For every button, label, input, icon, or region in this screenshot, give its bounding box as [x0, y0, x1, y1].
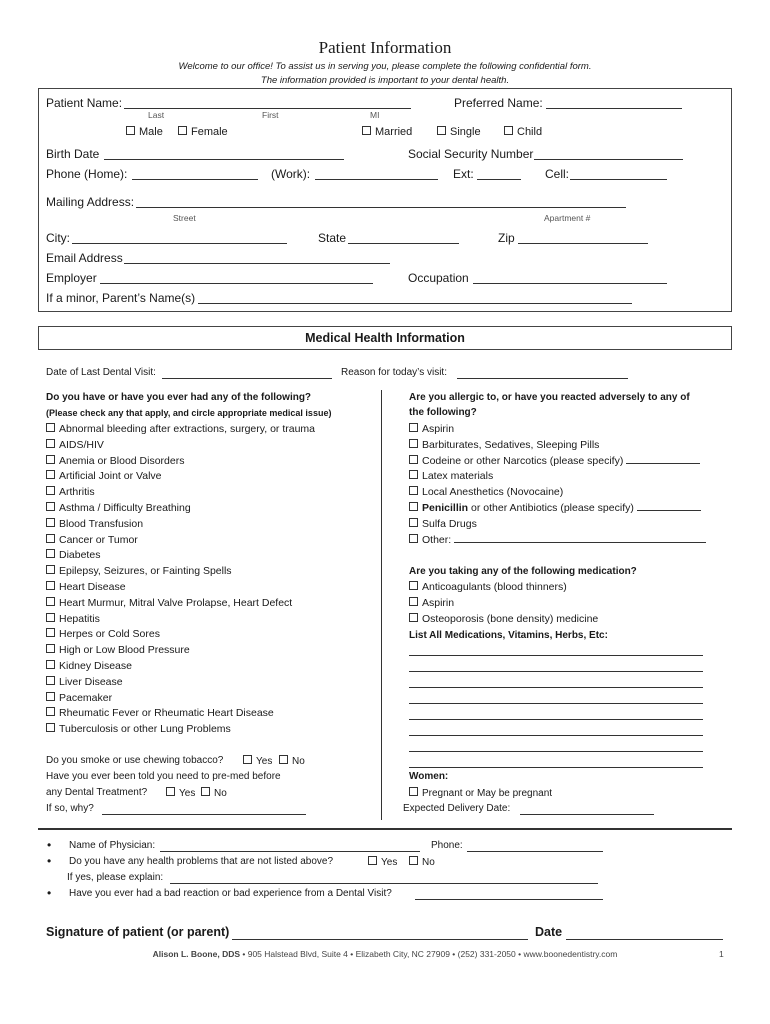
physician-field[interactable] [160, 840, 420, 852]
checkbox-icon [409, 856, 418, 865]
condition-item[interactable]: Arthritis [46, 485, 315, 501]
checkbox-icon [46, 534, 55, 543]
medication-item[interactable]: Anticoagulants (blood thinners) [409, 580, 598, 596]
conditions-subheading: (Please check any that apply, and circle appropriate medical issue) [46, 408, 332, 418]
checkbox-icon [409, 581, 418, 590]
condition-item[interactable]: Abnormal bleeding after extractions, surgery, or trauma [46, 422, 315, 438]
condition-item[interactable]: Kidney Disease [46, 659, 315, 675]
checkbox-icon [46, 439, 55, 448]
allergy-item[interactable]: Sulfa Drugs [409, 517, 706, 533]
other-problems-no-checkbox[interactable]: No [409, 856, 435, 868]
medication-item[interactable]: Osteoporosis (bone density) medicine [409, 612, 598, 628]
gender-male-checkbox[interactable] [126, 126, 163, 138]
email-label: Email Address [46, 251, 123, 265]
women-heading: Women: [409, 771, 449, 782]
condition-item[interactable]: Hepatitis [46, 612, 315, 628]
checkbox-icon [46, 423, 55, 432]
checkbox-icon [46, 660, 55, 669]
allergy-item[interactable]: Aspirin [409, 422, 706, 438]
condition-item[interactable]: Heart Murmur, Mitral Valve Prolapse, Heart Defect [46, 596, 315, 612]
page-number: 1 [719, 949, 724, 959]
checkbox-icon [46, 470, 55, 479]
smoke-question: Do you smoke or use chewing tobacco? [46, 755, 224, 766]
med-line[interactable] [409, 741, 703, 752]
checkbox-icon [279, 755, 288, 764]
delivery-date-field[interactable] [520, 803, 654, 815]
email-field[interactable] [124, 251, 390, 264]
allergy-heading-line1: Are you allergic to, or have you reacted adversely to any of [409, 392, 690, 403]
checkbox-icon [46, 597, 55, 606]
city-label: City: [46, 231, 70, 245]
patient-name-field[interactable] [124, 96, 411, 109]
conditions-list [46, 422, 315, 738]
bullet-icon: • [47, 886, 52, 900]
mailing-address-field[interactable] [136, 195, 626, 208]
phone-home-label: Phone (Home): [46, 167, 128, 181]
date-label: Date [535, 925, 563, 939]
checkbox-icon [409, 534, 418, 543]
city-field[interactable] [72, 231, 287, 244]
reason-field[interactable] [457, 367, 628, 379]
checkbox-icon [409, 455, 418, 464]
premed-no-checkbox[interactable]: No [201, 787, 227, 799]
checkbox-icon [46, 565, 55, 574]
allergy-item[interactable]: Latex materials [409, 469, 706, 485]
ext-label: Ext: [453, 167, 474, 181]
checkbox-icon [46, 676, 55, 685]
cell-field[interactable] [570, 167, 667, 180]
condition-item[interactable]: Epilepsy, Seizures, or Fainting Spells [46, 564, 315, 580]
last-visit-label: Date of Last Dental Visit: [46, 367, 156, 378]
condition-item[interactable]: Herpes or Cold Sores [46, 627, 315, 643]
checkbox-icon [409, 502, 418, 511]
date-field[interactable] [566, 925, 723, 940]
status-single-checkbox[interactable] [437, 126, 481, 138]
signature-field[interactable] [232, 925, 528, 940]
med-line[interactable] [409, 693, 703, 704]
checkbox-icon [437, 126, 446, 135]
allergies-list [409, 422, 706, 548]
page-title: Patient Information [318, 38, 452, 57]
premed-yes-checkbox[interactable]: Yes [166, 787, 195, 799]
mailing-address-label: Mailing Address: [46, 195, 135, 209]
bullet-icon: • [47, 838, 52, 852]
checkbox-icon [46, 628, 55, 637]
condition-item[interactable]: Artificial Joint or Valve [46, 469, 315, 485]
med-line[interactable] [409, 645, 703, 656]
checkbox-icon [46, 549, 55, 558]
checkbox-icon [178, 126, 187, 135]
minor-parent-field[interactable] [198, 291, 632, 304]
checkbox-icon [409, 597, 418, 606]
meds-list [409, 580, 598, 627]
signature-label: Signature of patient (or parent) [46, 925, 230, 939]
intro-line-1: Welcome to our office! To assist us in serving you, please complete the following confidential form. [178, 61, 592, 72]
premed-question-line2: any Dental Treatment? [46, 787, 148, 798]
sub-label-last: Last [148, 110, 165, 120]
male-label: Male [139, 126, 163, 138]
cell-label: Cell: [545, 167, 570, 181]
condition-item[interactable]: High or Low Blood Pressure [46, 643, 315, 659]
premed-why-label: If so, why? [46, 803, 94, 814]
condition-item[interactable]: Liver Disease [46, 675, 315, 691]
checkbox-icon [409, 439, 418, 448]
allergy-item[interactable]: Local Anesthetics (Novocaine) [409, 485, 706, 501]
checkbox-icon [46, 644, 55, 653]
checkbox-icon [201, 787, 210, 796]
checkbox-icon [409, 518, 418, 527]
sub-label-apartment: Apartment # [544, 213, 591, 223]
bad-reaction-question: Have you ever had a bad reaction or bad experience from a Dental Visit? [69, 888, 392, 899]
footer-practice-name: Alison L. Boone, DDS [152, 949, 241, 959]
checkbox-icon [504, 126, 513, 135]
explain-field[interactable] [170, 872, 598, 884]
child-label: Child [517, 126, 543, 138]
state-label: State [318, 231, 347, 245]
condition-item[interactable]: Diabetes [46, 548, 315, 564]
phone-work-label: (Work): [271, 167, 311, 181]
checkbox-icon [362, 126, 371, 135]
other-problems-question: Do you have any health problems that are not listed above? [69, 856, 334, 867]
checkbox-icon [46, 502, 55, 511]
bullet-icon: • [47, 854, 52, 868]
checkbox-icon [409, 486, 418, 495]
explain-label: If yes, please explain: [67, 872, 164, 883]
smoke-no-checkbox[interactable]: No [279, 755, 305, 767]
condition-item[interactable]: Tuberculosis or other Lung Problems [46, 722, 315, 738]
preferred-name-label: Preferred Name: [454, 96, 543, 110]
allergy-item[interactable]: Other: [409, 533, 706, 549]
sub-label-street: Street [173, 213, 196, 223]
intro-line-2: The information provided is important to your dental health. [260, 75, 510, 86]
medication-item[interactable]: Aspirin [409, 596, 598, 612]
checkbox-icon [46, 613, 55, 622]
med-line[interactable] [409, 709, 703, 720]
allergy-item[interactable]: Penicillin or other Antibiotics (please specify) [409, 501, 706, 517]
footer-address: • 905 Halstead Blvd, Suite 4 • Elizabeth City, NC 27909 • (252) 331-2050 • www.boonedentistry.com [240, 949, 618, 959]
pregnant-checkbox[interactable]: Pregnant or May be pregnant [409, 787, 552, 799]
zip-field[interactable] [518, 231, 648, 244]
checkbox-icon [46, 455, 55, 464]
phone-work-field[interactable] [315, 167, 438, 180]
preferred-name-field[interactable] [546, 96, 682, 109]
medical-section-header: Medical Health Information [38, 326, 732, 350]
allergy-heading-line2: the following? [409, 407, 477, 418]
checkbox-icon [368, 856, 377, 865]
physician-label: Name of Physician: [69, 840, 156, 851]
checkbox-icon [46, 518, 55, 527]
antibiotics-specify-field[interactable] [637, 501, 701, 511]
birth-date-label: Birth Date [46, 147, 100, 161]
condition-item[interactable]: Rheumatic Fever or Rheumatic Heart Disease [46, 706, 315, 722]
condition-item[interactable]: Asthma / Difficulty Breathing [46, 501, 315, 517]
condition-item[interactable]: Pacemaker [46, 691, 315, 707]
bad-reaction-field[interactable] [415, 888, 603, 900]
list-meds-heading: List All Medications, Vitamins, Herbs, Etc: [409, 630, 608, 641]
zip-label: Zip [498, 231, 515, 245]
checkbox-icon [243, 755, 252, 764]
delivery-date-label: Expected Delivery Date: [403, 803, 511, 814]
physician-phone-field[interactable] [467, 840, 603, 852]
sub-label-first: First [262, 110, 279, 120]
reason-label: Reason for today’s visit: [341, 367, 447, 378]
med-line[interactable] [409, 661, 703, 672]
status-child-checkbox[interactable] [504, 126, 542, 138]
occupation-label: Occupation [408, 271, 469, 285]
state-field[interactable] [348, 231, 459, 244]
single-label: Single [450, 126, 481, 138]
occupation-field[interactable] [473, 271, 667, 284]
smoke-yes-checkbox[interactable]: Yes [243, 755, 272, 767]
column-divider [381, 390, 382, 820]
condition-item[interactable]: Heart Disease [46, 580, 315, 596]
allergy-item[interactable]: Codeine or other Narcotics (please specify) [409, 454, 706, 470]
allergy-other-field[interactable] [454, 533, 706, 543]
gender-female-checkbox[interactable] [178, 126, 228, 138]
footer [0, 949, 770, 959]
employer-label: Employer [46, 271, 97, 285]
last-visit-field[interactable] [162, 367, 332, 379]
minor-parent-label: If a minor, Parent’s Name(s) [46, 291, 196, 305]
employer-field[interactable] [100, 271, 373, 284]
phone-home-field[interactable] [132, 167, 258, 180]
sub-label-mi: MI [370, 110, 380, 120]
meds-heading: Are you taking any of the following medication? [409, 566, 637, 577]
checkbox-icon [166, 787, 175, 796]
med-line[interactable] [409, 677, 703, 688]
checkbox-icon [46, 581, 55, 590]
checkbox-icon [126, 126, 135, 135]
checkbox-icon [409, 613, 418, 622]
checkbox-icon [409, 787, 418, 796]
ext-field[interactable] [477, 167, 521, 180]
status-married-checkbox[interactable] [362, 126, 412, 138]
ssn-field[interactable] [534, 147, 683, 160]
checkbox-icon [409, 470, 418, 479]
other-problems-yes-checkbox[interactable]: Yes [368, 856, 397, 868]
premed-why-field[interactable] [102, 803, 306, 815]
checkbox-icon [46, 723, 55, 732]
checkbox-icon [46, 486, 55, 495]
condition-item[interactable]: Blood Transfusion [46, 517, 315, 533]
checkbox-icon [46, 707, 55, 716]
codeine-specify-field[interactable] [626, 454, 700, 464]
med-line[interactable] [409, 757, 703, 768]
med-line[interactable] [409, 725, 703, 736]
female-label: Female [191, 126, 228, 138]
section-divider [38, 828, 732, 830]
allergy-item[interactable]: Barbiturates, Sedatives, Sleeping Pills [409, 438, 706, 454]
conditions-heading: Do you have or have you ever had any of the following? [46, 392, 312, 403]
condition-item[interactable]: Cancer or Tumor [46, 533, 315, 549]
ssn-label: Social Security Number [408, 147, 534, 161]
birth-date-field[interactable] [104, 147, 344, 160]
condition-item[interactable]: Anemia or Blood Disorders [46, 454, 315, 470]
checkbox-icon [409, 423, 418, 432]
patient-name-label: Patient Name: [46, 96, 123, 110]
condition-item[interactable]: AIDS/HIV [46, 438, 315, 454]
physician-phone-label: Phone: [431, 840, 463, 851]
premed-question-line1: Have you ever been told you need to pre-med before [46, 771, 281, 782]
checkbox-icon [46, 692, 55, 701]
married-label: Married [375, 126, 413, 138]
